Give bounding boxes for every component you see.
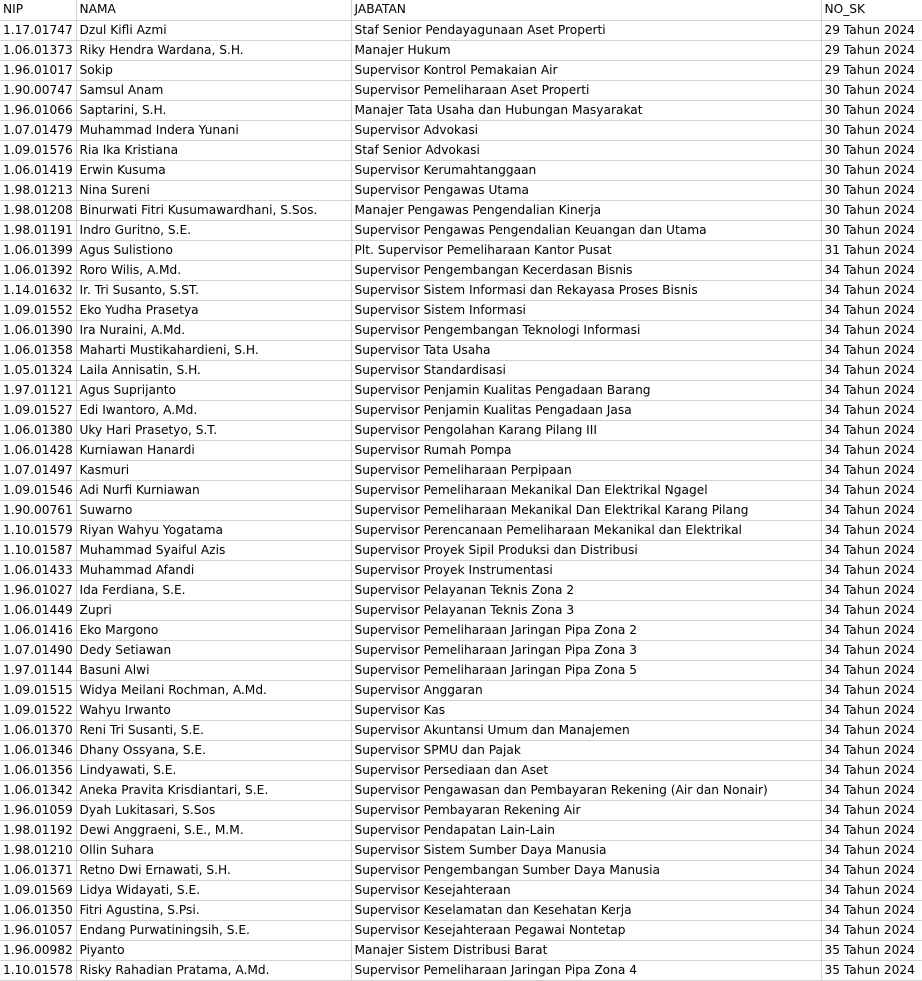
nip-cell[interactable]: 1.07.01497	[0, 460, 76, 480]
nama-cell[interactable]: Agus Suprijanto	[76, 380, 351, 400]
no-sk-cell[interactable]: 34 Tahun 2024	[821, 520, 922, 540]
nip-cell[interactable]: 1.96.01027	[0, 580, 76, 600]
jabatan-cell[interactable]: Supervisor Keselamatan dan Kesehatan Kerja	[351, 900, 821, 920]
nama-cell[interactable]: Kasmuri	[76, 460, 351, 480]
jabatan-cell[interactable]: Supervisor Pengolahan Karang Pilang III	[351, 420, 821, 440]
table-row	[0, 380, 922, 400]
nip-cell[interactable]: 1.06.01399	[0, 240, 76, 260]
no-sk-cell[interactable]: 34 Tahun 2024	[821, 780, 922, 800]
no-sk-cell[interactable]: 35 Tahun 2024	[821, 960, 922, 980]
nip-cell[interactable]: 1.09.01515	[0, 680, 76, 700]
nip-cell[interactable]: 1.07.01490	[0, 640, 76, 660]
jabatan-cell[interactable]: Supervisor Perencanaan Pemeliharaan Mekanikal dan Elektrikal	[351, 520, 821, 540]
no-sk-cell[interactable]: 34 Tahun 2024	[821, 340, 922, 360]
jabatan-cell[interactable]: Supervisor Pelayanan Teknis Zona 2	[351, 580, 821, 600]
table-row	[0, 460, 922, 480]
nip-cell[interactable]: 1.06.01350	[0, 900, 76, 920]
nama-cell[interactable]: Lindyawati, S.E.	[76, 760, 351, 780]
jabatan-cell[interactable]: Supervisor Pemeliharaan Jaringan Pipa Zona 2	[351, 620, 821, 640]
no-sk-cell[interactable]: 34 Tahun 2024	[821, 920, 922, 940]
no-sk-cell[interactable]: 34 Tahun 2024	[821, 440, 922, 460]
table-row	[0, 940, 922, 960]
jabatan-cell[interactable]: Supervisor Standardisasi	[351, 360, 821, 380]
nip-cell[interactable]: 1.06.01416	[0, 620, 76, 640]
jabatan-cell[interactable]: Supervisor Pemeliharaan Jaringan Pipa Zona 3	[351, 640, 821, 660]
jabatan-cell[interactable]: Supervisor Pemeliharaan Mekanikal Dan Elektrikal Karang Pilang	[351, 500, 821, 520]
jabatan-cell[interactable]: Supervisor Rumah Pompa	[351, 440, 821, 460]
nip-cell[interactable]: 1.09.01552	[0, 300, 76, 320]
nip-cell[interactable]: 1.06.01390	[0, 320, 76, 340]
nip-cell[interactable]: 1.98.01208	[0, 200, 76, 220]
nama-cell[interactable]: Muhammad Syaiful Azis	[76, 540, 351, 560]
jabatan-cell[interactable]: Manajer Sistem Distribusi Barat	[351, 940, 821, 960]
table-row	[0, 480, 922, 500]
jabatan-cell[interactable]: Supervisor Pengembangan Kecerdasan Bisnis	[351, 260, 821, 280]
table-row	[0, 560, 922, 580]
no-sk-cell[interactable]: 34 Tahun 2024	[821, 400, 922, 420]
nama-cell[interactable]: Saptarini, S.H.	[76, 100, 351, 120]
table-row	[0, 740, 922, 760]
nip-cell[interactable]: 1.96.00982	[0, 940, 76, 960]
nama-cell[interactable]: Fitri Agustina, S.Psi.	[76, 900, 351, 920]
no-sk-cell[interactable]: 34 Tahun 2024	[821, 720, 922, 740]
nama-cell[interactable]: Maharti Mustikahardieni, S.H.	[76, 340, 351, 360]
no-sk-cell[interactable]: 30 Tahun 2024	[821, 200, 922, 220]
jabatan-cell[interactable]: Supervisor Anggaran	[351, 680, 821, 700]
nama-cell[interactable]: Samsul Anam	[76, 80, 351, 100]
jabatan-cell[interactable]: Manajer Pengawas Pengendalian Kinerja	[351, 200, 821, 220]
nama-cell[interactable]: Piyanto	[76, 940, 351, 960]
nama-cell[interactable]: Dhany Ossyana, S.E.	[76, 740, 351, 760]
nama-cell[interactable]: Zupri	[76, 600, 351, 620]
table-body	[0, 20, 922, 980]
table-row	[0, 260, 922, 280]
no-sk-cell[interactable]: 29 Tahun 2024	[821, 20, 922, 40]
nip-cell[interactable]: 1.98.01210	[0, 840, 76, 860]
jabatan-cell[interactable]: Supervisor Persediaan dan Aset	[351, 760, 821, 780]
nama-cell[interactable]: Indro Guritno, S.E.	[76, 220, 351, 240]
no-sk-cell[interactable]: 34 Tahun 2024	[821, 380, 922, 400]
nama-cell[interactable]: Suwarno	[76, 500, 351, 520]
no-sk-cell[interactable]: 30 Tahun 2024	[821, 160, 922, 180]
nip-cell[interactable]: 1.17.01747	[0, 20, 76, 40]
nip-cell[interactable]: 1.06.01371	[0, 860, 76, 880]
no-sk-cell[interactable]: 34 Tahun 2024	[821, 900, 922, 920]
nip-cell[interactable]: 1.09.01522	[0, 700, 76, 720]
nip-cell[interactable]: 1.06.01373	[0, 40, 76, 60]
table-row	[0, 820, 922, 840]
nip-cell[interactable]: 1.06.01342	[0, 780, 76, 800]
jabatan-cell[interactable]: Supervisor SPMU dan Pajak	[351, 740, 821, 760]
table-row	[0, 280, 922, 300]
nama-cell[interactable]: Wahyu Irwanto	[76, 700, 351, 720]
nip-cell[interactable]: 1.06.01428	[0, 440, 76, 460]
no-sk-cell[interactable]: 34 Tahun 2024	[821, 820, 922, 840]
nama-cell[interactable]: Sokip	[76, 60, 351, 80]
nip-cell[interactable]: 1.06.01433	[0, 560, 76, 580]
nama-cell[interactable]: Uky Hari Prasetyo, S.T.	[76, 420, 351, 440]
jabatan-cell[interactable]: Supervisor Pendapatan Lain-Lain	[351, 820, 821, 840]
nama-cell[interactable]: Binurwati Fitri Kusumawardhani, S.Sos.	[76, 200, 351, 220]
table-row	[0, 440, 922, 460]
jabatan-cell[interactable]: Supervisor Pengawasan dan Pembayaran Rekening (Air dan Nonair)	[351, 780, 821, 800]
jabatan-cell[interactable]: Supervisor Pembayaran Rekening Air	[351, 800, 821, 820]
jabatan-cell[interactable]: Supervisor Kesejahteraan Pegawai Nontetap	[351, 920, 821, 940]
jabatan-cell[interactable]: Supervisor Sistem Sumber Daya Manusia	[351, 840, 821, 860]
header-row	[0, 0, 922, 20]
table-row	[0, 200, 922, 220]
table-row	[0, 640, 922, 660]
no-sk-cell[interactable]: 34 Tahun 2024	[821, 600, 922, 620]
nip-cell[interactable]: 1.09.01576	[0, 140, 76, 160]
jabatan-cell[interactable]: Supervisor Penjamin Kualitas Pengadaan Jasa	[351, 400, 821, 420]
no-sk-cell[interactable]: 34 Tahun 2024	[821, 760, 922, 780]
nama-cell[interactable]: Muhammad Afandi	[76, 560, 351, 580]
nama-cell[interactable]: Endang Purwatiningsih, S.E.	[76, 920, 351, 940]
nama-cell[interactable]: Aneka Pravita Krisdiantari, S.E.	[76, 780, 351, 800]
table-row	[0, 580, 922, 600]
jabatan-cell[interactable]: Supervisor Kontrol Pemakaian Air	[351, 60, 821, 80]
table-row	[0, 60, 922, 80]
table-row	[0, 540, 922, 560]
no-sk-cell[interactable]: 30 Tahun 2024	[821, 80, 922, 100]
table-row	[0, 760, 922, 780]
jabatan-cell[interactable]: Supervisor Pemeliharaan Perpipaan	[351, 460, 821, 480]
table-row	[0, 180, 922, 200]
nama-cell[interactable]: Kurniawan Hanardi	[76, 440, 351, 460]
nama-cell[interactable]: Ir. Tri Susanto, S.ST.	[76, 280, 351, 300]
nip-cell[interactable]: 1.96.01057	[0, 920, 76, 940]
table-row	[0, 80, 922, 100]
no-sk-cell[interactable]: 34 Tahun 2024	[821, 580, 922, 600]
jabatan-cell[interactable]: Supervisor Pelayanan Teknis Zona 3	[351, 600, 821, 620]
no-sk-cell[interactable]: 29 Tahun 2024	[821, 40, 922, 60]
table-row	[0, 680, 922, 700]
nip-cell[interactable]: 1.06.01370	[0, 720, 76, 740]
no-sk-cell[interactable]: 34 Tahun 2024	[821, 860, 922, 880]
no-sk-cell[interactable]: 34 Tahun 2024	[821, 300, 922, 320]
nama-cell[interactable]: Roro Wilis, A.Md.	[76, 260, 351, 280]
nama-cell[interactable]: Laila Annisatin, S.H.	[76, 360, 351, 380]
column-header-no-sk[interactable]: NO_SK	[821, 0, 922, 20]
nip-cell[interactable]: 1.06.01358	[0, 340, 76, 360]
nip-cell[interactable]: 1.10.01579	[0, 520, 76, 540]
table-row	[0, 840, 922, 860]
nip-cell[interactable]: 1.06.01449	[0, 600, 76, 620]
nama-cell[interactable]: Dzul Kifli Azmi	[76, 20, 351, 40]
nama-cell[interactable]: Widya Meilani Rochman, A.Md.	[76, 680, 351, 700]
table-row	[0, 360, 922, 380]
nama-cell[interactable]: Eko Margono	[76, 620, 351, 640]
no-sk-cell[interactable]: 34 Tahun 2024	[821, 500, 922, 520]
jabatan-cell[interactable]: Supervisor Proyek Sipil Produksi dan Distribusi	[351, 540, 821, 560]
nip-cell[interactable]: 1.10.01578	[0, 960, 76, 980]
jabatan-cell[interactable]: Supervisor Pemeliharaan Aset Properti	[351, 80, 821, 100]
jabatan-cell[interactable]: Supervisor Pengembangan Teknologi Informasi	[351, 320, 821, 340]
nama-cell[interactable]: Ria Ika Kristiana	[76, 140, 351, 160]
no-sk-cell[interactable]: 29 Tahun 2024	[821, 60, 922, 80]
jabatan-cell[interactable]: Supervisor Pengawas Utama	[351, 180, 821, 200]
jabatan-cell[interactable]: Supervisor Tata Usaha	[351, 340, 821, 360]
nama-cell[interactable]: Agus Sulistiono	[76, 240, 351, 260]
no-sk-cell[interactable]: 34 Tahun 2024	[821, 620, 922, 640]
nama-cell[interactable]: Muhammad Indera Yunani	[76, 120, 351, 140]
no-sk-cell[interactable]: 34 Tahun 2024	[821, 800, 922, 820]
table-row	[0, 780, 922, 800]
table-row	[0, 100, 922, 120]
jabatan-cell[interactable]: Plt. Supervisor Pemeliharaan Kantor Pusat	[351, 240, 821, 260]
no-sk-cell[interactable]: 34 Tahun 2024	[821, 420, 922, 440]
jabatan-cell[interactable]: Staf Senior Pendayagunaan Aset Properti	[351, 20, 821, 40]
nip-cell[interactable]: 1.07.01479	[0, 120, 76, 140]
table-row	[0, 520, 922, 540]
no-sk-cell[interactable]: 34 Tahun 2024	[821, 480, 922, 500]
table-row	[0, 220, 922, 240]
nip-cell[interactable]: 1.90.00747	[0, 80, 76, 100]
nip-cell[interactable]: 1.14.01632	[0, 280, 76, 300]
no-sk-cell[interactable]: 34 Tahun 2024	[821, 880, 922, 900]
no-sk-cell[interactable]: 30 Tahun 2024	[821, 120, 922, 140]
nip-cell[interactable]: 1.98.01191	[0, 220, 76, 240]
no-sk-cell[interactable]: 31 Tahun 2024	[821, 240, 922, 260]
nama-cell[interactable]: Ira Nuraini, A.Md.	[76, 320, 351, 340]
jabatan-cell[interactable]: Supervisor Pengembangan Sumber Daya Manusia	[351, 860, 821, 880]
nip-cell[interactable]: 1.98.01192	[0, 820, 76, 840]
nip-cell[interactable]: 1.05.01324	[0, 360, 76, 380]
table-row	[0, 140, 922, 160]
table-row	[0, 880, 922, 900]
nip-cell[interactable]: 1.06.01392	[0, 260, 76, 280]
jabatan-cell[interactable]: Supervisor Advokasi	[351, 120, 821, 140]
no-sk-cell[interactable]: 34 Tahun 2024	[821, 320, 922, 340]
nama-cell[interactable]: Retno Dwi Ernawati, S.H.	[76, 860, 351, 880]
table-row	[0, 620, 922, 640]
table-row	[0, 700, 922, 720]
nip-cell[interactable]: 1.97.01121	[0, 380, 76, 400]
nama-cell[interactable]: Risky Rahadian Pratama, A.Md.	[76, 960, 351, 980]
table-row	[0, 320, 922, 340]
no-sk-cell[interactable]: 34 Tahun 2024	[821, 640, 922, 660]
table-row	[0, 400, 922, 420]
nip-cell[interactable]: 1.06.01346	[0, 740, 76, 760]
jabatan-cell[interactable]: Supervisor Pemeliharaan Mekanikal Dan Elektrikal Ngagel	[351, 480, 821, 500]
nama-cell[interactable]: Dedy Setiawan	[76, 640, 351, 660]
no-sk-cell[interactable]: 35 Tahun 2024	[821, 940, 922, 960]
table-row	[0, 300, 922, 320]
no-sk-cell[interactable]: 34 Tahun 2024	[821, 360, 922, 380]
no-sk-cell[interactable]: 30 Tahun 2024	[821, 180, 922, 200]
jabatan-cell[interactable]: Supervisor Pemeliharaan Jaringan Pipa Zona 4	[351, 960, 821, 980]
nama-cell[interactable]: Riky Hendra Wardana, S.H.	[76, 40, 351, 60]
nama-cell[interactable]: Eko Yudha Prasetya	[76, 300, 351, 320]
jabatan-cell[interactable]: Supervisor Sistem Informasi	[351, 300, 821, 320]
no-sk-cell[interactable]: 30 Tahun 2024	[821, 100, 922, 120]
table-row	[0, 420, 922, 440]
table-row	[0, 800, 922, 820]
nama-cell[interactable]: Adi Nurfi Kurniawan	[76, 480, 351, 500]
nama-cell[interactable]: Nina Sureni	[76, 180, 351, 200]
column-header-jabatan[interactable]: JABATAN	[351, 0, 821, 20]
nama-cell[interactable]: Lidya Widayati, S.E.	[76, 880, 351, 900]
nip-cell[interactable]: 1.06.01380	[0, 420, 76, 440]
no-sk-cell[interactable]: 34 Tahun 2024	[821, 660, 922, 680]
jabatan-cell[interactable]: Supervisor Kerumahtanggaan	[351, 160, 821, 180]
no-sk-cell[interactable]: 34 Tahun 2024	[821, 460, 922, 480]
table-row	[0, 900, 922, 920]
nip-cell[interactable]: 1.06.01356	[0, 760, 76, 780]
table-row	[0, 120, 922, 140]
nama-cell[interactable]: Ollin Suhara	[76, 840, 351, 860]
nip-cell[interactable]: 1.06.01419	[0, 160, 76, 180]
nama-cell[interactable]: Ida Ferdiana, S.E.	[76, 580, 351, 600]
table-row	[0, 660, 922, 680]
nama-cell[interactable]: Dewi Anggraeni, S.E., M.M.	[76, 820, 351, 840]
table-row	[0, 720, 922, 740]
table-row	[0, 20, 922, 40]
jabatan-cell[interactable]: Supervisor Penjamin Kualitas Pengadaan Barang	[351, 380, 821, 400]
table-row	[0, 160, 922, 180]
no-sk-cell[interactable]: 34 Tahun 2024	[821, 560, 922, 580]
no-sk-cell[interactable]: 30 Tahun 2024	[821, 140, 922, 160]
jabatan-cell[interactable]: Supervisor Akuntansi Umum dan Manajemen	[351, 720, 821, 740]
nip-cell[interactable]: 1.96.01059	[0, 800, 76, 820]
no-sk-cell[interactable]: 34 Tahun 2024	[821, 740, 922, 760]
nip-cell[interactable]: 1.96.01066	[0, 100, 76, 120]
nama-cell[interactable]: Edi Iwantoro, A.Md.	[76, 400, 351, 420]
nip-cell[interactable]: 1.90.00761	[0, 500, 76, 520]
no-sk-cell[interactable]: 30 Tahun 2024	[821, 220, 922, 240]
nama-cell[interactable]: Erwin Kusuma	[76, 160, 351, 180]
column-header-nama[interactable]: NAMA	[76, 0, 351, 20]
nama-cell[interactable]: Riyan Wahyu Yogatama	[76, 520, 351, 540]
jabatan-cell[interactable]: Supervisor Pengawas Pengendalian Keuangan dan Utama	[351, 220, 821, 240]
jabatan-cell[interactable]: Supervisor Proyek Instrumentasi	[351, 560, 821, 580]
jabatan-cell[interactable]: Supervisor Pemeliharaan Jaringan Pipa Zona 5	[351, 660, 821, 680]
jabatan-cell[interactable]: Manajer Hukum	[351, 40, 821, 60]
jabatan-cell[interactable]: Staf Senior Advokasi	[351, 140, 821, 160]
table-row	[0, 860, 922, 880]
column-header-nip[interactable]: NIP	[0, 0, 76, 20]
nip-cell[interactable]: 1.09.01569	[0, 880, 76, 900]
nip-cell[interactable]: 1.97.01144	[0, 660, 76, 680]
nip-cell[interactable]: 1.98.01213	[0, 180, 76, 200]
table-row	[0, 40, 922, 60]
table-row	[0, 500, 922, 520]
jabatan-cell[interactable]: Supervisor Sistem Informasi dan Rekayasa Proses Bisnis	[351, 280, 821, 300]
nama-cell[interactable]: Dyah Lukitasari, S.Sos	[76, 800, 351, 820]
no-sk-cell[interactable]: 34 Tahun 2024	[821, 840, 922, 860]
nip-cell[interactable]: 1.09.01527	[0, 400, 76, 420]
no-sk-cell[interactable]: 34 Tahun 2024	[821, 280, 922, 300]
table-row	[0, 340, 922, 360]
no-sk-cell[interactable]: 34 Tahun 2024	[821, 680, 922, 700]
table-row	[0, 920, 922, 940]
nip-cell[interactable]: 1.10.01587	[0, 540, 76, 560]
nip-cell[interactable]: 1.09.01546	[0, 480, 76, 500]
jabatan-cell[interactable]: Supervisor Kas	[351, 700, 821, 720]
nip-cell[interactable]: 1.96.01017	[0, 60, 76, 80]
nama-cell[interactable]: Reni Tri Susanti, S.E.	[76, 720, 351, 740]
no-sk-cell[interactable]: 34 Tahun 2024	[821, 540, 922, 560]
nama-cell[interactable]: Basuni Alwi	[76, 660, 351, 680]
no-sk-cell[interactable]: 34 Tahun 2024	[821, 700, 922, 720]
jabatan-cell[interactable]: Supervisor Kesejahteraan	[351, 880, 821, 900]
table-row	[0, 960, 922, 980]
jabatan-cell[interactable]: Manajer Tata Usaha dan Hubungan Masyarakat	[351, 100, 821, 120]
table-row	[0, 600, 922, 620]
table-row	[0, 240, 922, 260]
no-sk-cell[interactable]: 34 Tahun 2024	[821, 260, 922, 280]
